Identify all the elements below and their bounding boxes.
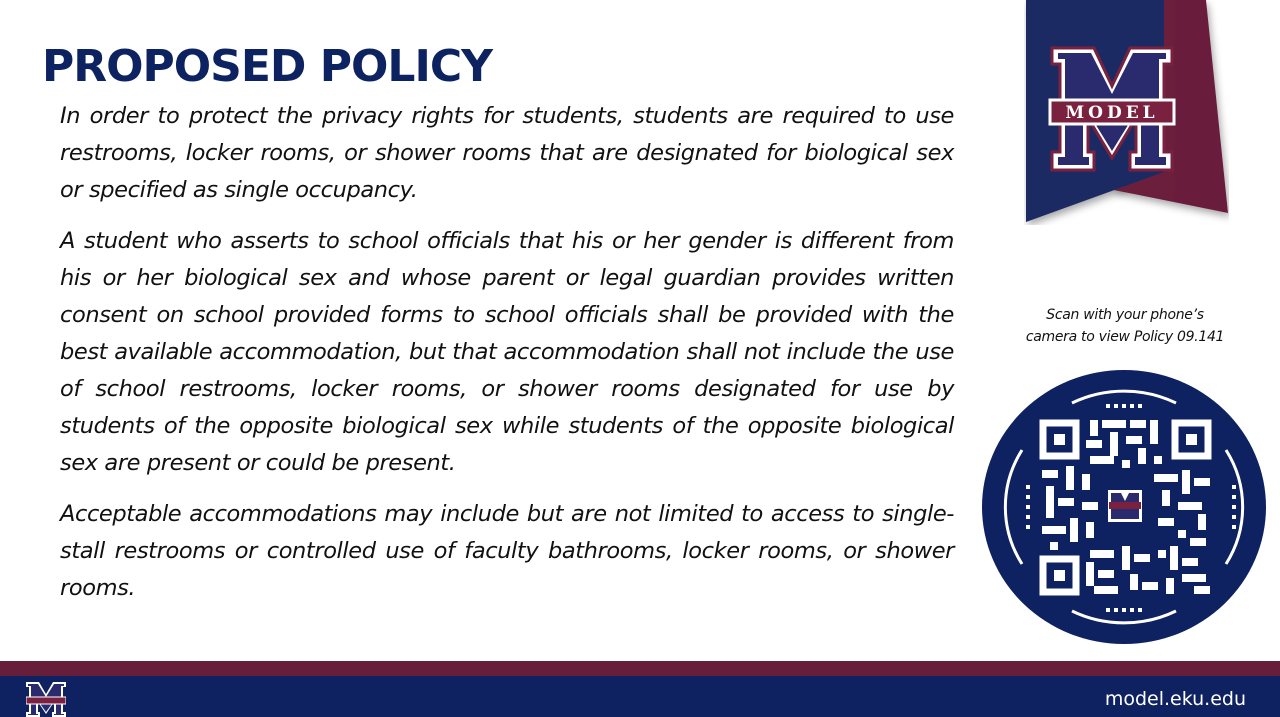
- page-title: PROPOSED POLICY: [42, 41, 492, 92]
- policy-body: [60, 98, 954, 621]
- footer-model-logo-icon: [26, 682, 66, 717]
- qr-caption-line-1: Scan with your phone’s: [1046, 307, 1204, 323]
- policy-paragraph-3: Acceptable accommodations may include but are not limited to access to single-stall restrooms or controlled use of faculty bathrooms, locker rooms, or shower rooms.: [60, 501, 954, 601]
- qr-caption: [985, 304, 1265, 348]
- svg-text:MODEL: MODEL: [1065, 103, 1159, 123]
- model-banner-logo-icon: [1024, 0, 1229, 225]
- policy-paragraph-1: In order to protect the privacy rights for students, students are required to use restrooms, locker rooms, or shower rooms that are designated for biological sex or specified as single occupancy.: [60, 103, 954, 203]
- footer-maroon-bar: [0, 661, 1280, 676]
- qr-caption-line-2: camera to view Policy 09.141: [1025, 329, 1225, 345]
- footer-navy-bar: [0, 676, 1280, 717]
- qr-code-icon[interactable]: [982, 370, 1267, 645]
- policy-paragraph-2: A student who asserts to school officials that his or her gender is different from his or her biological sex and whose parent or legal guardian provides written consent on school provided forms to school officials shall be provided with the best available accommodation, but that accommodation shall not include the use of school restrooms, locker rooms, or shower rooms designated for use by students of the opposite biological sex while students of the opposite biological sex are present or could be present.: [60, 228, 954, 476]
- footer-website-link[interactable]: model.eku.edu: [1104, 688, 1246, 710]
